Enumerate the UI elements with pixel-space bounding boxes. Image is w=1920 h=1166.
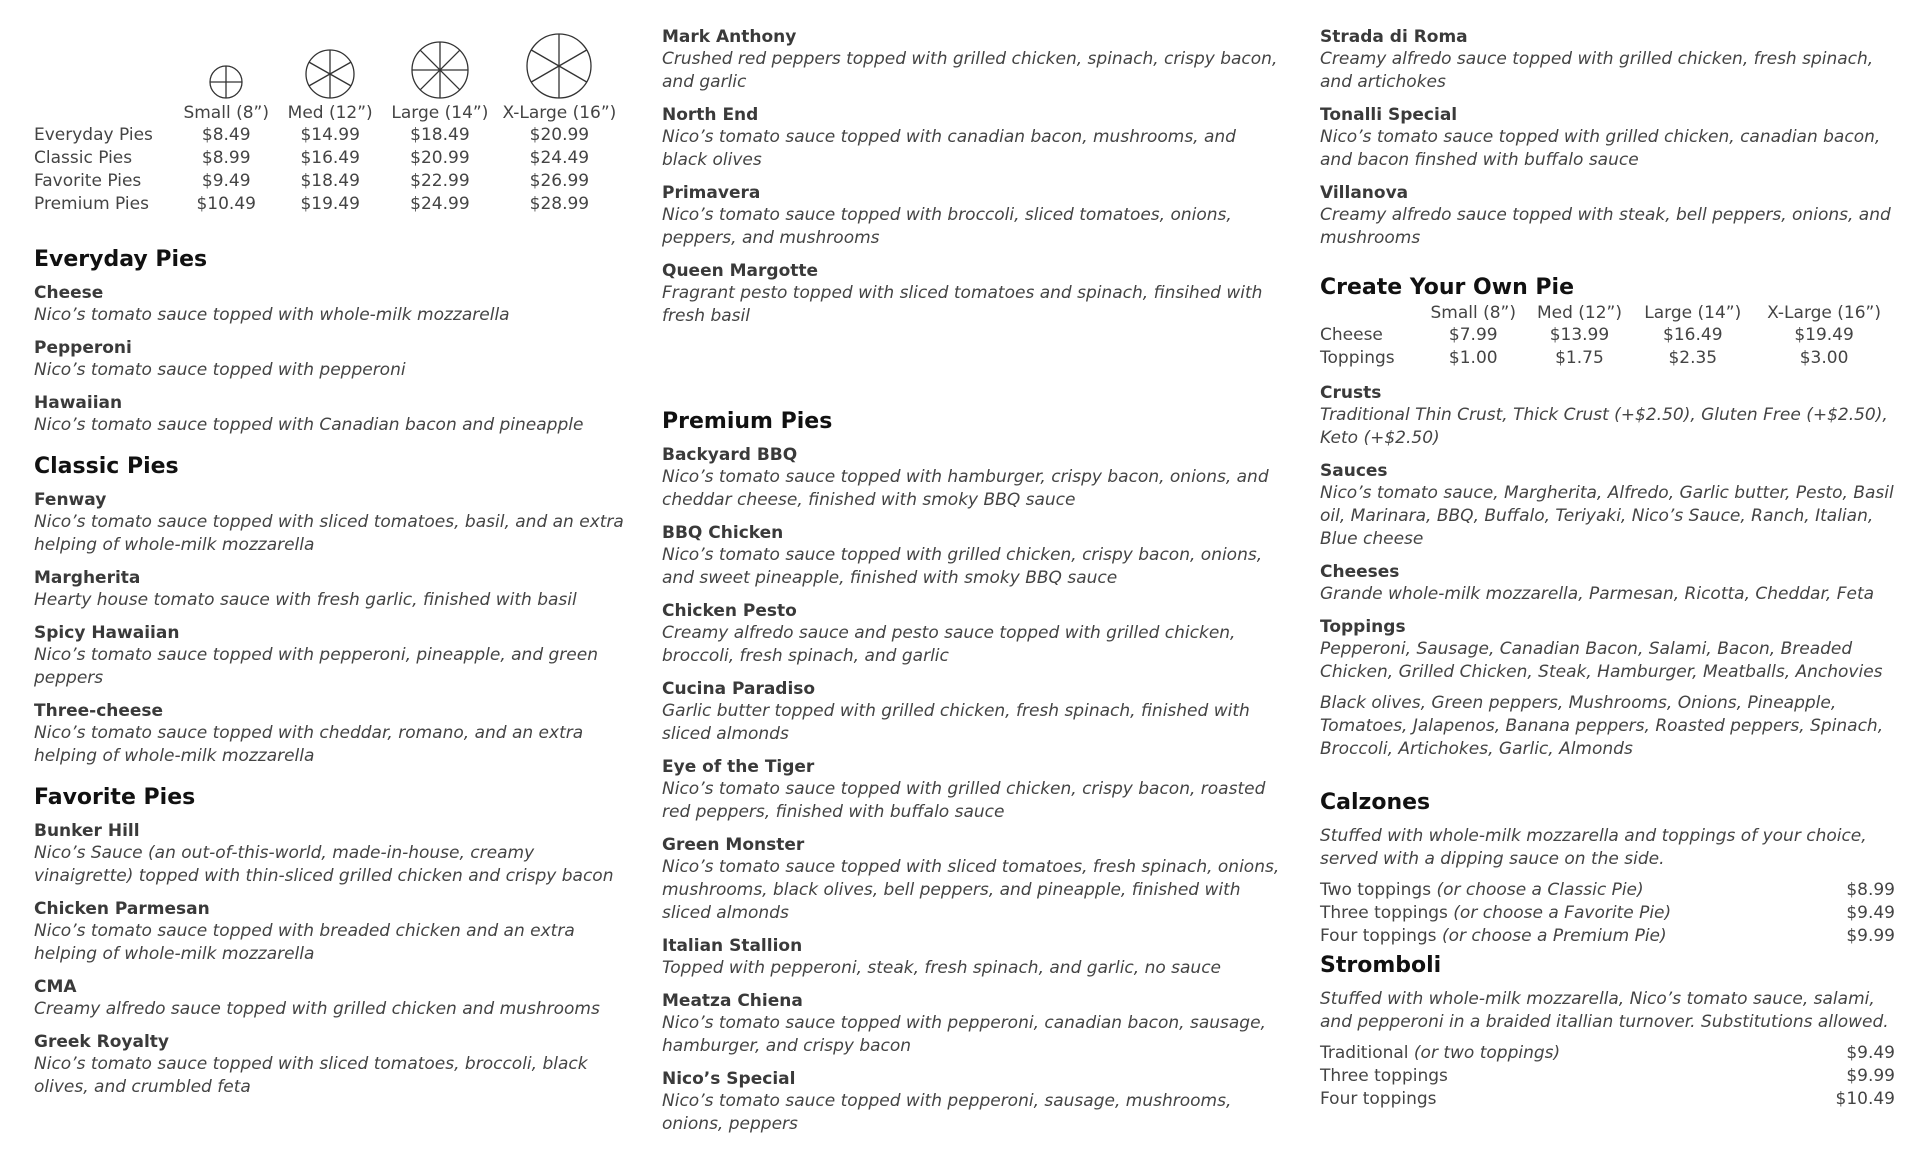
size-label: Small (8”) — [1430, 303, 1516, 323]
item-description: Nico’s tomato sauce topped with pepperoni — [34, 360, 406, 380]
menu-item — [34, 392, 624, 437]
item-name: Nico’s Special — [662, 1069, 796, 1089]
premium-pies-section — [662, 408, 1282, 1136]
price-row-label: Toppings — [1320, 348, 1395, 368]
create-your-own-section — [1320, 274, 1895, 761]
everyday-pies-section — [34, 246, 624, 437]
section-description: Stuffed with whole-milk mozzarella and toppings of your choice, served with a dipping sauce on the side. — [1320, 826, 1867, 869]
menu-item — [662, 182, 1282, 250]
line-price: $9.99 — [1846, 1066, 1895, 1086]
line-label: Three toppings — [1320, 903, 1448, 923]
menu-item — [34, 700, 624, 768]
item-name: Tonalli Special — [1320, 105, 1458, 125]
line-label: Two toppings — [1320, 880, 1432, 900]
menu-column-2 — [662, 26, 1282, 1146]
toppings-block — [1320, 616, 1895, 761]
section-title: Create Your Own Pie — [1320, 275, 1574, 300]
price-row-label: Cheese — [1320, 325, 1383, 345]
item-name: Mark Anthony — [662, 27, 797, 47]
item-description: Nico’s tomato sauce topped with pepperoni, canadian bacon, sausage, hamburger, and crispy bacon — [662, 1013, 1266, 1056]
sauces-block — [1320, 460, 1895, 551]
item-name: Meatza Chiena — [662, 991, 803, 1011]
item-description: Fragrant pesto topped with sliced tomatoes and spinach, finsihed with fresh basil — [662, 283, 1263, 326]
menu-item — [662, 104, 1282, 172]
menu-item — [1320, 182, 1895, 250]
price-line — [1320, 879, 1895, 902]
menu-item — [662, 678, 1282, 746]
menu-item — [1320, 26, 1895, 94]
price-cell: $22.99 — [410, 171, 470, 191]
item-name: Crusts — [1320, 383, 1382, 403]
item-description: Traditional Thin Crust, Thick Crust (+$2.50), Gluten Free (+$2.50), Keto (+$2.50) — [1320, 405, 1888, 448]
cheeses-block — [1320, 561, 1895, 606]
price-cell: $16.49 — [1663, 325, 1723, 345]
price-cell: $24.49 — [529, 148, 590, 168]
pie-price-table — [34, 32, 624, 216]
classic-pies-section — [34, 453, 624, 768]
item-name: Villanova — [1320, 183, 1409, 203]
menu-column-1 — [34, 26, 624, 1109]
line-note: (or choose a Favorite Pie) — [1453, 903, 1672, 923]
item-description: Hearty house tomato sauce with fresh garlic, finished with basil — [34, 590, 577, 610]
item-description: Nico’s tomato sauce topped with grilled chicken, canadian bacon, and bacon finshed with buffalo sauce — [1320, 127, 1881, 170]
menu-item — [662, 756, 1282, 824]
item-name: Pepperoni — [34, 338, 132, 358]
price-cell: $7.99 — [1448, 325, 1498, 345]
menu-item — [662, 600, 1282, 668]
item-description: Nico’s tomato sauce topped with hamburger, crispy bacon, onions, and cheddar cheese, finished with smoky BBQ sauce — [662, 467, 1269, 510]
price-cell: $24.99 — [410, 194, 470, 214]
price-cell: $26.99 — [529, 171, 590, 191]
item-description: Nico’s tomato sauce topped with sliced tomatoes, basil, and an extra helping of whole-milk mozzarella — [34, 512, 624, 555]
item-description: Black olives, Green peppers, Mushrooms, Onions, Pineapple, Tomatoes, Jalapenos, Banana peppers, Roasted peppers, Spinach, Broccoli, Artichokes, Garlic, Almonds — [1320, 693, 1884, 759]
size-label: Med (12”) — [1536, 303, 1622, 323]
item-description: Nico’s Sauce (an out-of-this-world, made-in-house, creamy vinaigrette) topped with thin-sliced grilled chicken and crispy bacon — [34, 843, 614, 886]
item-description: Pepperoni, Sausage, Canadian Bacon, Salami, Bacon, Breaded Chicken, Grilled Chicken, Steak, Hamburger, Meatballs, Anchovies — [1320, 639, 1883, 682]
item-name: Green Monster — [662, 835, 805, 855]
item-description: Garlic butter topped with grilled chicken, fresh spinach, finished with sliced almonds — [662, 701, 1250, 744]
section-title: Stromboli — [1320, 953, 1442, 978]
stromboli-section — [1320, 952, 1895, 1111]
size-label: Large (14”) — [391, 103, 489, 123]
menu-item — [34, 976, 624, 1021]
menu-item — [34, 489, 624, 557]
price-cell: $9.49 — [201, 171, 251, 191]
menu-item — [662, 260, 1282, 328]
item-description: Nico’s tomato sauce topped with grilled chicken, crispy bacon, roasted red peppers, finished with buffalo sauce — [662, 779, 1266, 822]
item-name: Primavera — [662, 183, 761, 203]
price-line — [1320, 1065, 1895, 1088]
item-description: Nico’s tomato sauce topped with canadian bacon, mushrooms, and black olives — [662, 127, 1236, 170]
menu-column-3 — [1320, 26, 1895, 1111]
menu-item — [34, 622, 624, 690]
item-description: Creamy alfredo sauce topped with grilled chicken, fresh spinach, and artichokes — [1320, 49, 1874, 92]
item-name: Cheese — [34, 283, 104, 303]
item-name: CMA — [34, 977, 77, 997]
menu-item — [662, 26, 1282, 94]
size-label: X-Large (16”) — [502, 103, 617, 123]
item-description: Crushed red peppers topped with grilled chicken, spinach, crispy bacon, and garlic — [662, 49, 1278, 92]
price-cell: $18.49 — [410, 125, 470, 145]
price-cell: $8.99 — [201, 148, 251, 168]
item-description: Creamy alfredo sauce topped with grilled chicken and mushrooms — [34, 999, 600, 1019]
item-name: Hawaiian — [34, 393, 123, 413]
crusts-block — [1320, 382, 1895, 450]
menu-item — [34, 1031, 624, 1099]
menu-item — [34, 898, 624, 966]
item-description: Nico’s tomato sauce topped with pepperoni, pineapple, and green peppers — [34, 645, 598, 688]
item-name: Spicy Hawaiian — [34, 623, 180, 643]
price-row-classic — [34, 147, 624, 170]
line-label: Four toppings — [1320, 1089, 1437, 1109]
size-label: Med (12”) — [287, 103, 373, 123]
menu-item — [34, 820, 624, 888]
menu-item — [662, 1068, 1282, 1136]
create-your-own-price-table — [1320, 302, 1895, 370]
item-name: Chicken Parmesan — [34, 899, 210, 919]
item-description: Nico’s tomato sauce topped with whole-milk mozzarella — [34, 305, 510, 325]
item-description: Nico’s tomato sauce topped with cheddar, romano, and an extra helping of whole-milk mozzarella — [34, 723, 584, 766]
price-cell: $13.99 — [1549, 325, 1610, 345]
item-name: Greek Royalty — [34, 1032, 169, 1052]
item-name: Queen Margotte — [662, 261, 819, 281]
menu-item — [34, 337, 624, 382]
line-label: Four toppings — [1320, 926, 1437, 946]
item-name: Sauces — [1320, 461, 1388, 481]
pizza-large-icon — [385, 32, 495, 102]
section-title: Everyday Pies — [34, 247, 208, 272]
item-description: Nico’s tomato sauce topped with pepperoni, sausage, mushrooms, onions, peppers — [662, 1091, 1232, 1134]
section-title: Classic Pies — [34, 454, 179, 479]
item-description: Topped with pepperoni, steak, fresh spinach, and garlic, no sauce — [662, 958, 1222, 978]
item-name: Cucina Paradiso — [662, 679, 816, 699]
menu-item — [1320, 104, 1895, 172]
price-row-favorite — [34, 170, 624, 193]
size-header-row — [34, 102, 624, 124]
section-title: Premium Pies — [662, 409, 833, 434]
item-description: Nico’s tomato sauce topped with sliced tomatoes, fresh spinach, onions, mushrooms, black olives, bell peppers, and pineapple, finished with sliced almonds — [662, 857, 1280, 923]
price-row-cheese — [1320, 324, 1895, 347]
section-title: Calzones — [1320, 790, 1431, 815]
item-description: Creamy alfredo sauce and pesto sauce topped with grilled chicken, broccoli, fresh spinach, and garlic — [662, 623, 1236, 666]
price-row-everyday — [34, 124, 624, 147]
price-row-label: Favorite Pies — [34, 171, 142, 191]
pizza-xlarge-icon — [495, 32, 624, 102]
price-row-label: Everyday Pies — [34, 125, 153, 145]
item-description: Nico’s tomato sauce topped with Canadian bacon and pineapple — [34, 415, 584, 435]
price-cell: $19.49 — [300, 194, 360, 214]
menu-item — [662, 935, 1282, 980]
size-label: X-Large (16”) — [1767, 303, 1881, 323]
price-line — [1320, 902, 1895, 925]
size-label: Small (8”) — [183, 103, 269, 123]
item-description: Nico’s tomato sauce topped with grilled chicken, crispy bacon, onions, and sweet pineapple, finished with smoky BBQ sauce — [662, 545, 1263, 588]
item-name: Three-cheese — [34, 701, 164, 721]
price-cell: $8.49 — [201, 125, 251, 145]
line-price: $10.49 — [1835, 1089, 1895, 1109]
price-cell: $1.00 — [1448, 348, 1498, 368]
item-description: Nico’s tomato sauce topped with breaded chicken and an extra helping of whole-milk mozzarella — [34, 921, 575, 964]
pizza-size-icons-row — [34, 32, 624, 102]
item-description: Nico’s tomato sauce, Margherita, Alfredo, Garlic butter, Pesto, Basil oil, Marinara, BBQ, Buffalo, Teriyaki, Nico’s Sauce, Ranch, Italian, Blue cheese — [1320, 483, 1894, 549]
section-description: Stuffed with whole-milk mozzarella, Nico’s tomato sauce, salami, and pepperoni in a braided itallian turnover. Substitutions allowed. — [1320, 989, 1889, 1032]
price-cell: $18.49 — [300, 171, 360, 191]
section-title: Favorite Pies — [34, 785, 196, 810]
item-name: North End — [662, 105, 759, 125]
size-header-row — [1320, 302, 1895, 324]
calzones-section — [1320, 789, 1895, 948]
price-row-label: Classic Pies — [34, 148, 133, 168]
item-name: Chicken Pesto — [662, 601, 797, 621]
price-cell: $3.00 — [1799, 348, 1849, 368]
line-price: $8.99 — [1846, 880, 1895, 900]
price-row-label: Premium Pies — [34, 194, 149, 214]
menu-item — [662, 990, 1282, 1058]
line-label: Traditional — [1320, 1043, 1409, 1063]
price-line — [1320, 925, 1895, 948]
item-description: Creamy alfredo sauce topped with steak, bell peppers, onions, and mushrooms — [1320, 205, 1891, 248]
price-cell: $28.99 — [529, 194, 590, 214]
menu-item — [662, 444, 1282, 512]
item-name: Cheeses — [1320, 562, 1400, 582]
pizza-small-icon — [177, 32, 275, 102]
price-row-toppings — [1320, 347, 1895, 370]
item-name: Margherita — [34, 568, 141, 588]
item-description: Nico’s tomato sauce topped with broccoli, sliced tomatoes, onions, peppers, and mushrooms — [662, 205, 1232, 248]
menu-item — [662, 834, 1282, 925]
menu-item — [34, 567, 624, 612]
item-name: BBQ Chicken — [662, 523, 784, 543]
price-cell: $1.75 — [1555, 348, 1604, 368]
favorite-pies-section — [34, 784, 624, 1099]
size-label: Large (14”) — [1644, 303, 1742, 323]
price-cell: $20.99 — [529, 125, 590, 145]
price-line — [1320, 1088, 1895, 1111]
item-name: Fenway — [34, 490, 107, 510]
line-price: $9.99 — [1846, 926, 1895, 946]
item-name: Eye of the Tiger — [662, 757, 815, 777]
item-name: Italian Stallion — [662, 936, 803, 956]
menu-item — [662, 522, 1282, 590]
line-note: (or choose a Classic Pie) — [1436, 880, 1644, 900]
menu-item — [34, 282, 624, 327]
price-cell: $16.49 — [300, 148, 360, 168]
price-line — [1320, 1042, 1895, 1065]
line-label: Three toppings — [1320, 1066, 1448, 1086]
pizza-medium-icon — [275, 32, 385, 102]
item-description: Nico’s tomato sauce topped with sliced tomatoes, broccoli, black olives, and crumbled feta — [34, 1054, 588, 1097]
item-name: Strada di Roma — [1320, 27, 1468, 47]
line-price: $9.49 — [1846, 1043, 1895, 1063]
price-cell: $2.35 — [1668, 348, 1718, 368]
item-name: Toppings — [1320, 617, 1406, 637]
line-note: (or two toppings) — [1413, 1043, 1561, 1063]
price-cell: $14.99 — [300, 125, 360, 145]
price-cell: $20.99 — [410, 148, 470, 168]
price-cell: $19.49 — [1794, 325, 1854, 345]
line-price: $9.49 — [1846, 903, 1895, 923]
line-note: (or choose a Premium Pie) — [1441, 926, 1667, 946]
price-cell: $10.49 — [196, 194, 256, 214]
price-row-premium — [34, 193, 624, 216]
item-name: Backyard BBQ — [662, 445, 798, 465]
item-description: Grande whole-milk mozzarella, Parmesan, Ricotta, Cheddar, Feta — [1320, 584, 1875, 604]
item-name: Bunker Hill — [34, 821, 140, 841]
